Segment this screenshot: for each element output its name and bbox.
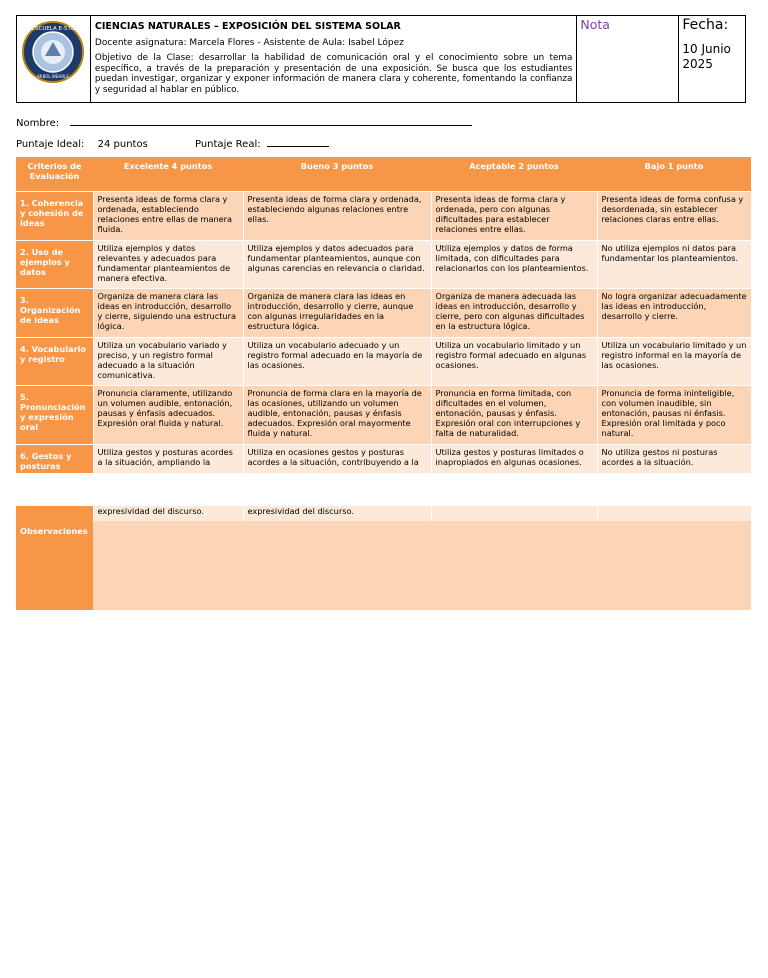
ideal-score-label: Puntaje Ideal: <box>16 139 85 150</box>
name-row <box>16 115 472 129</box>
fecha-label: Fecha: <box>682 17 729 33</box>
rubric-cell[interactable]: Pronuncia claramente, utilizando un volumen audible, entonación, pausas y énfasis adecuados. Expresión oral fluida y natural. <box>93 386 243 445</box>
rubric-cell[interactable]: No utiliza gestos ni posturas acordes a la situación. <box>597 445 751 474</box>
rubric-row <box>16 289 751 338</box>
rubric-continuation-table <box>16 506 751 610</box>
fecha-value-line1: 10 Junio <box>682 42 731 56</box>
rubric-header-row <box>16 157 751 192</box>
header-excellent: Excelente 4 puntos <box>93 157 243 192</box>
logo-text-bottom: ARBOL WEHRLE <box>37 74 69 79</box>
rubric-cell[interactable]: Presenta ideas de forma clara y ordenada, pero con algunas dificultades para establecer relaciones entre ellas. <box>431 192 597 241</box>
observations-field[interactable] <box>93 521 751 610</box>
rubric-cell[interactable]: Pronuncia de forma ininteligible, con volumen inaudible, sin entonación, pausas ni énfasis. Expresión oral limitada y poco natural. <box>597 386 751 445</box>
rubric-cell[interactable]: Utiliza ejemplos y datos relevantes y adecuados para fundamentar planteamientos de manera efectiva. <box>93 241 243 289</box>
rubric-row <box>16 386 751 445</box>
rubric-row <box>16 192 751 241</box>
fecha-value-line2: 2025 <box>682 57 713 71</box>
rubric-row <box>16 338 751 386</box>
ideal-score-value: 24 puntos <box>97 139 148 150</box>
rubric-cell[interactable]: Utiliza un vocabulario limitado y un registro informal en la mayoría de las ocasiones. <box>597 338 751 386</box>
rubric-cell[interactable]: Organiza de manera clara las ideas en introducción, desarrollo y cierre, aunque con algunas irregularidades en la estructura lógica. <box>243 289 431 338</box>
criterion-label: 1. Coherencia y cohesión de ideas <box>16 192 93 241</box>
header-criteria: Criterios de Evaluación <box>16 157 93 192</box>
rubric-cell[interactable]: Pronuncia en forma limitada, con dificultades en el volumen, entonación, pausas y énfasis. Expresión oral con interrupciones y falta de naturalidad. <box>431 386 597 445</box>
rubric-cell[interactable]: Presenta ideas de forma clara y ordenada, estableciendo algunas relaciones entre ellas. <box>243 192 431 241</box>
rubric-table <box>16 157 751 474</box>
rubric-cell[interactable]: expresividad del discurso. <box>93 506 243 521</box>
name-field[interactable] <box>70 115 472 126</box>
criterion-label-continued <box>16 506 93 521</box>
header-good: Bueno 3 puntos <box>243 157 431 192</box>
class-objective: Objetivo de la Clase: desarrollar la habilidad de comunicación oral y el conocimiento sobre un tema específico, a través de la preparación y presentación de una exposición. Se busca que los estudiantes puedan investigar, organizar y exponer información de manera clara y coherente, fomentando la confianza y seguridad al hablar en público. <box>94 53 573 95</box>
rubric-cell[interactable]: Utiliza un vocabulario variado y preciso, y un registro formal adecuado a la situación comunicativa. <box>93 338 243 386</box>
rubric-cell[interactable]: No logra organizar adecuadamente las ideas en introducción, desarrollo y cierre. <box>597 289 751 338</box>
rubric-cell[interactable]: Organiza de manera adecuada las ideas en introducción, desarrollo y cierre, pero con algunas dificultades en la estructura lógica. <box>431 289 597 338</box>
criterion-label: 3. Organización de ideas <box>16 289 93 338</box>
nota-cell[interactable] <box>577 16 679 103</box>
rubric-cell[interactable]: Organiza de manera clara las ideas en introducción, desarrollo y cierre, siguiendo una estructura lógica. <box>93 289 243 338</box>
logo-cell <box>17 16 91 103</box>
criterion-label: 5. Pronunciación y expresión oral <box>16 386 93 445</box>
rubric-cell[interactable]: No utiliza ejemplos ni datos para fundamentar los planteamientos. <box>597 241 751 289</box>
rubric-cell[interactable]: Utiliza gestos y posturas acordes a la situación, ampliando la <box>93 445 243 474</box>
rubric-cell[interactable] <box>597 506 751 521</box>
name-label: Nombre: <box>16 118 60 129</box>
fecha-value <box>682 42 742 72</box>
rubric-cell[interactable]: Utiliza ejemplos y datos adecuados para fundamentar planteamientos, aunque con algunas carencias en relevancia o claridad. <box>243 241 431 289</box>
nota-label: Nota <box>580 17 610 32</box>
rubric-row <box>16 241 751 289</box>
info-cell <box>90 16 576 103</box>
rubric-row <box>16 445 751 474</box>
rubric-cell[interactable]: Utiliza ejemplos y datos de forma limitada, con dificultades para relacionarlos con los planteamientos. <box>431 241 597 289</box>
document-title: CIENCIAS NATURALES – EXPOSICIÓN DEL SISTEMA SOLAR <box>94 21 401 32</box>
observations-row <box>16 521 751 610</box>
rubric-cell[interactable]: Utiliza un vocabulario limitado y un registro formal adecuado en algunas ocasiones. <box>431 338 597 386</box>
rubric-cell[interactable]: Presenta ideas de forma confusa y desordenada, sin establecer relaciones claras entre ellas. <box>597 192 751 241</box>
real-score-field[interactable] <box>267 136 329 147</box>
real-score-label: Puntaje Real: <box>194 139 261 150</box>
criterion-label: 4. Vocabulario y registro <box>16 338 93 386</box>
rubric-cell[interactable] <box>431 506 597 521</box>
rubric-cell[interactable]: Utiliza en ocasiones gestos y posturas acordes a la situación, contribuyendo a la <box>243 445 431 474</box>
rubric-cell[interactable]: Utiliza gestos y posturas limitados o inapropiados en algunas ocasiones. <box>431 445 597 474</box>
logo-text-top: ESCUELA E-578 <box>31 26 75 32</box>
criterion-label: 6. Gestos y posturas <box>16 445 93 474</box>
score-row <box>16 136 329 150</box>
fecha-cell <box>679 16 746 103</box>
rubric-cell[interactable]: Utiliza un vocabulario adecuado y un registro formal adecuado en la mayoría de las ocasiones. <box>243 338 431 386</box>
header-low: Bajo 1 punto <box>597 157 751 192</box>
rubric-cell[interactable]: Presenta ideas de forma clara y ordenada, estableciendo relaciones entre ellas de manera fluida. <box>93 192 243 241</box>
continuation-row <box>16 506 751 521</box>
header-table <box>16 15 746 103</box>
rubric-cell[interactable]: expresividad del discurso. <box>243 506 431 521</box>
header-acceptable: Aceptable 2 puntos <box>431 157 597 192</box>
observations-label: Observaciones <box>16 521 93 610</box>
criterion-label: 2. Uso de ejemplos y datos <box>16 241 93 289</box>
rubric-cell[interactable]: Pronuncia de forma clara en la mayoría de las ocasiones, utilizando un volumen audible, entonación, pausas y énfasis adecuados. Expresión oral mayormente fluida y natural. <box>243 386 431 445</box>
school-logo <box>17 16 87 98</box>
teacher-line: Docente asignatura: Marcela Flores - Asistente de Aula: Isabel López <box>94 38 404 48</box>
